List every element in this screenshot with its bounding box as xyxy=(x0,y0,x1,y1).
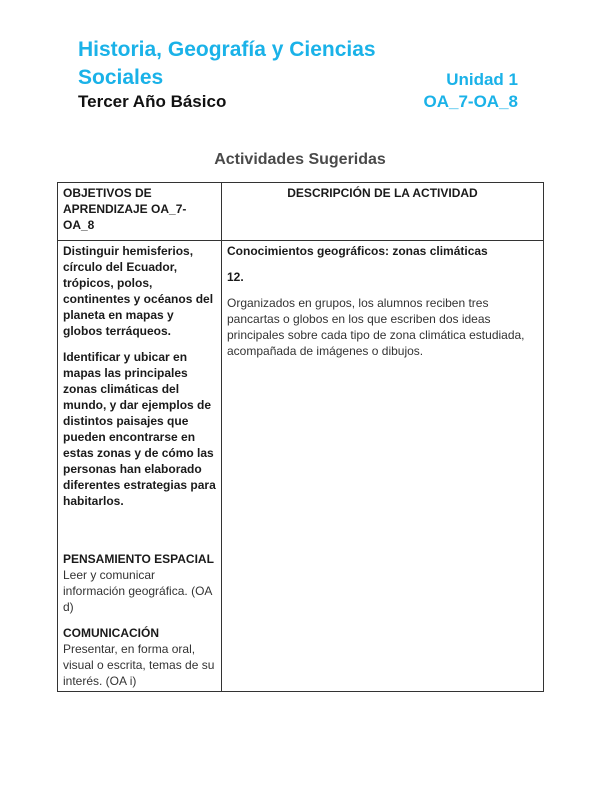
oa-label: OA_7-OA_8 xyxy=(423,92,518,111)
skill-text: Leer y comunicar información geográfica. (OA d) xyxy=(63,568,212,614)
document-title xyxy=(78,36,376,92)
unit-label: Unidad 1 xyxy=(446,70,518,89)
table-header-row xyxy=(58,183,544,241)
activity-cell xyxy=(222,241,544,692)
activities-table xyxy=(57,182,544,692)
objective-item: Distinguir hemisferios, círculo del Ecuador, trópicos, polos, continentes y océanos del planeta en mapas y globos terráqueos. xyxy=(63,244,214,338)
section-title: Actividades Sugeridas xyxy=(214,151,386,168)
objectives-cell xyxy=(58,241,222,692)
title-line-1: Historia, Geografía y Ciencias xyxy=(78,38,376,61)
activity-title: Conocimientos geográficos: zonas climáticas xyxy=(227,244,488,258)
grade-label: Tercer Año Básico xyxy=(78,92,227,111)
title-line-2: Sociales xyxy=(78,66,164,89)
description-column-header: DESCRIPCIÓN DE LA ACTIVIDAD xyxy=(222,183,544,241)
activity-number: 12. xyxy=(227,270,244,284)
table-row xyxy=(58,241,544,692)
skill-text: Presentar, en forma oral, visual o escrita, temas de su interés. (OA i) xyxy=(63,642,215,688)
skill-heading: COMUNICACIÓN xyxy=(63,626,159,640)
objective-item: Identificar y ubicar en mapas las principales zonas climáticas del mundo, y dar ejemplos de distintos paisajes que pueden encontrarse en estas zonas y de cómo las personas han elaborado diferentes estrategias para habitarlos. xyxy=(63,350,216,508)
skill-heading: PENSAMIENTO ESPACIAL xyxy=(63,552,214,566)
activity-description: Organizados en grupos, los alumnos reciben tres pancartas o globos en los que escriben dos ideas principales sobre cada tipo de zona climática estudiada, acompañada de imágenes o dibujos. xyxy=(227,296,525,358)
objectives-column-header: OBJETIVOS DE APRENDIZAJE OA_7-OA_8 xyxy=(58,183,222,241)
